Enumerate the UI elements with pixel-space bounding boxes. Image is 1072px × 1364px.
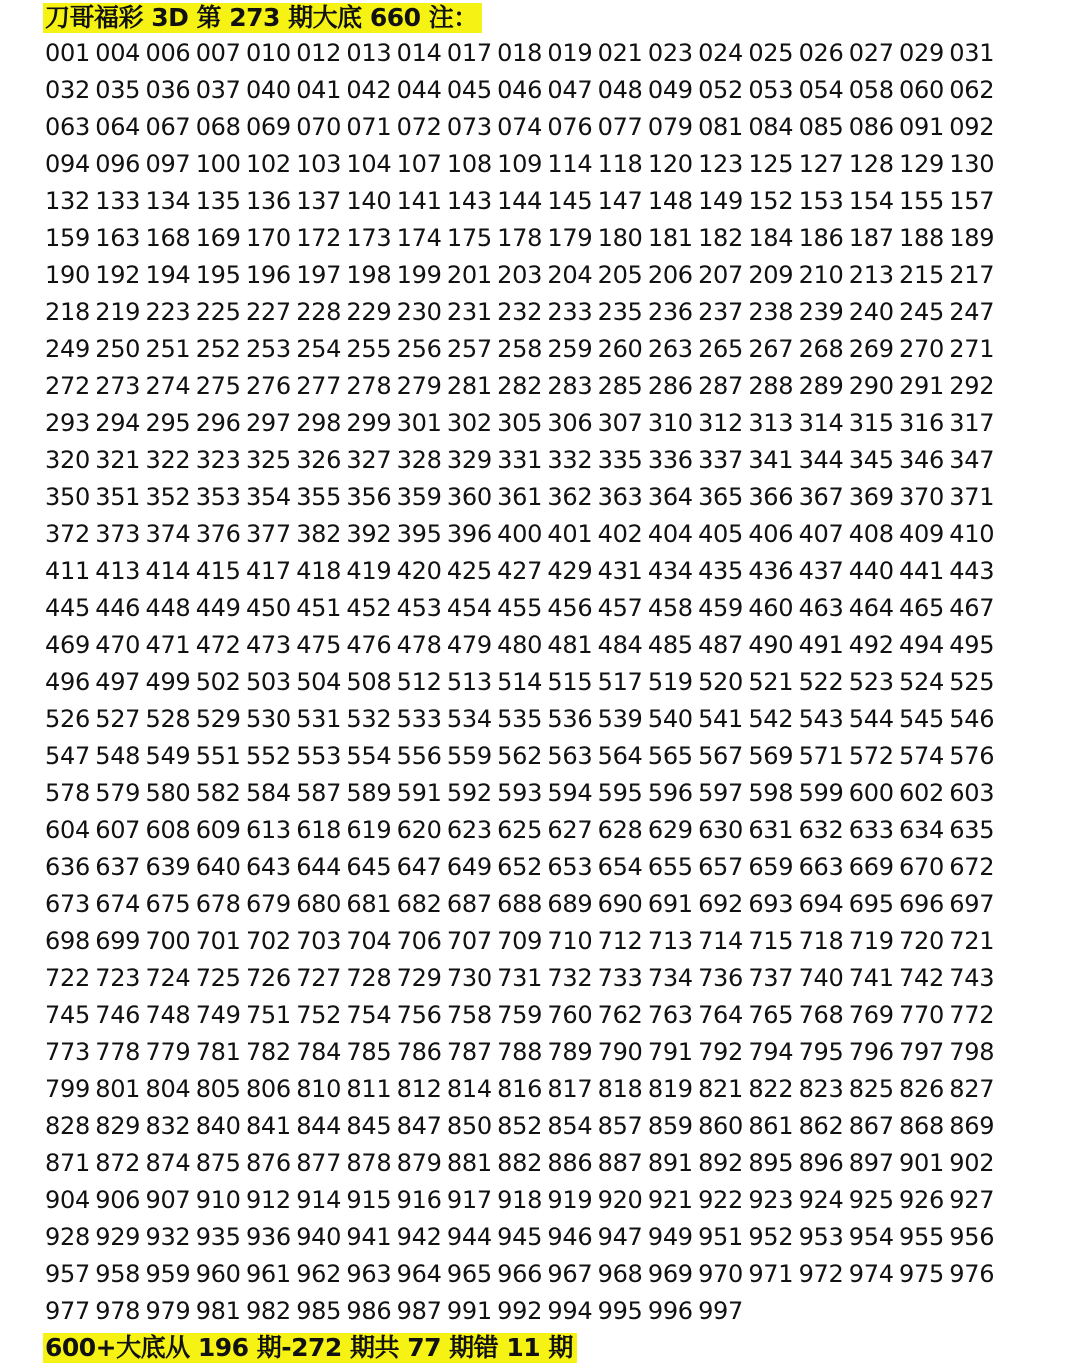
number-row: 722 723 724 725 726 727 728 729 730 731 732 733 734 736 737 740 741 742 743 xyxy=(45,964,995,992)
footer-note: 600+大底从 196 期-272 期共 77 期错 11 期 xyxy=(43,1333,577,1363)
number-row: 673 674 675 678 679 680 681 682 687 688 689 690 691 692 693 694 695 696 697 xyxy=(45,890,995,918)
number-row: 636 637 639 640 643 644 645 647 649 652 653 654 655 657 659 663 669 670 672 xyxy=(45,853,995,881)
number-row: 496 497 499 502 503 504 508 512 513 514 515 517 519 520 521 522 523 524 525 xyxy=(45,668,995,696)
number-row: 218 219 223 225 227 228 229 230 231 232 233 235 236 237 238 239 240 245 247 xyxy=(45,298,995,326)
number-row: 469 470 471 472 473 475 476 478 479 480 481 484 485 487 490 491 492 494 495 xyxy=(45,631,995,659)
number-row: 957 958 959 960 961 962 963 964 965 966 967 968 969 970 971 972 974 975 976 xyxy=(45,1260,995,1288)
number-row: 799 801 804 805 806 810 811 812 814 816 817 818 819 821 822 823 825 826 827 xyxy=(45,1075,995,1103)
number-row: 032 035 036 037 040 041 042 044 045 046 047 048 049 052 053 054 058 060 062 xyxy=(45,76,995,104)
number-row: 159 163 168 169 170 172 173 174 175 178 179 180 181 182 184 186 187 188 189 xyxy=(45,224,995,252)
number-row: 698 699 700 701 702 703 704 706 707 709 710 712 713 714 715 718 719 720 721 xyxy=(45,927,995,955)
number-row: 828 829 832 840 841 844 845 847 850 852 854 857 859 860 861 862 867 868 869 xyxy=(45,1112,995,1140)
number-row: 372 373 374 376 377 382 392 395 396 400 401 402 404 405 406 407 408 409 410 xyxy=(45,520,995,548)
document-title: 刀哥福彩 3D 第 273 期大底 660 注： xyxy=(43,3,482,33)
number-row: 904 906 907 910 912 914 915 916 917 918 919 920 921 922 923 924 925 926 927 xyxy=(45,1186,995,1214)
number-row: 526 527 528 529 530 531 532 533 534 535 536 539 540 541 542 543 544 545 546 xyxy=(45,705,995,733)
number-row: 320 321 322 323 325 326 327 328 329 331 332 335 336 337 341 344 345 346 347 xyxy=(45,446,995,474)
number-row: 578 579 580 582 584 587 589 591 592 593 594 595 596 597 598 599 600 602 603 xyxy=(45,779,995,807)
number-row: 094 096 097 100 102 103 104 107 108 109 114 118 120 123 125 127 128 129 130 xyxy=(45,150,995,178)
number-row: 411 413 414 415 417 418 419 420 425 427 429 431 434 435 436 437 440 441 443 xyxy=(45,557,995,585)
number-row: 293 294 295 296 297 298 299 301 302 305 306 307 310 312 313 314 315 316 317 xyxy=(45,409,995,437)
number-row: 001 004 006 007 010 012 013 014 017 018 019 021 023 024 025 026 027 029 031 xyxy=(45,39,995,67)
number-row: 190 192 194 195 196 197 198 199 201 203 204 205 206 207 209 210 213 215 217 xyxy=(45,261,995,289)
number-row: 445 446 448 449 450 451 452 453 454 455 456 457 458 459 460 463 464 465 467 xyxy=(45,594,995,622)
number-row: 928 929 932 935 936 940 941 942 944 945 946 947 949 951 952 953 954 955 956 xyxy=(45,1223,995,1251)
number-row: 249 250 251 252 253 254 255 256 257 258 259 260 263 265 267 268 269 270 271 xyxy=(45,335,995,363)
number-list xyxy=(45,35,1045,1330)
number-row: 350 351 352 353 354 355 356 359 360 361 362 363 364 365 366 367 369 370 371 xyxy=(45,483,995,511)
number-row: 773 778 779 781 782 784 785 786 787 788 789 790 791 792 794 795 796 797 798 xyxy=(45,1038,995,1066)
number-row: 977 978 979 981 982 985 986 987 991 992 994 995 996 997 xyxy=(45,1297,743,1325)
number-row: 132 133 134 135 136 137 140 141 143 144 145 147 148 149 152 153 154 155 157 xyxy=(45,187,995,215)
number-row: 272 273 274 275 276 277 278 279 281 282 283 285 286 287 288 289 290 291 292 xyxy=(45,372,995,400)
number-row: 547 548 549 551 552 553 554 556 559 562 563 564 565 567 569 571 572 574 576 xyxy=(45,742,995,770)
number-row: 604 607 608 609 613 618 619 620 623 625 627 628 629 630 631 632 633 634 635 xyxy=(45,816,995,844)
number-row: 063 064 067 068 069 070 071 072 073 074 076 077 079 081 084 085 086 091 092 xyxy=(45,113,995,141)
number-row: 745 746 748 749 751 752 754 756 758 759 760 762 763 764 765 768 769 770 772 xyxy=(45,1001,995,1029)
number-row: 871 872 874 875 876 877 878 879 881 882 886 887 891 892 895 896 897 901 902 xyxy=(45,1149,995,1177)
